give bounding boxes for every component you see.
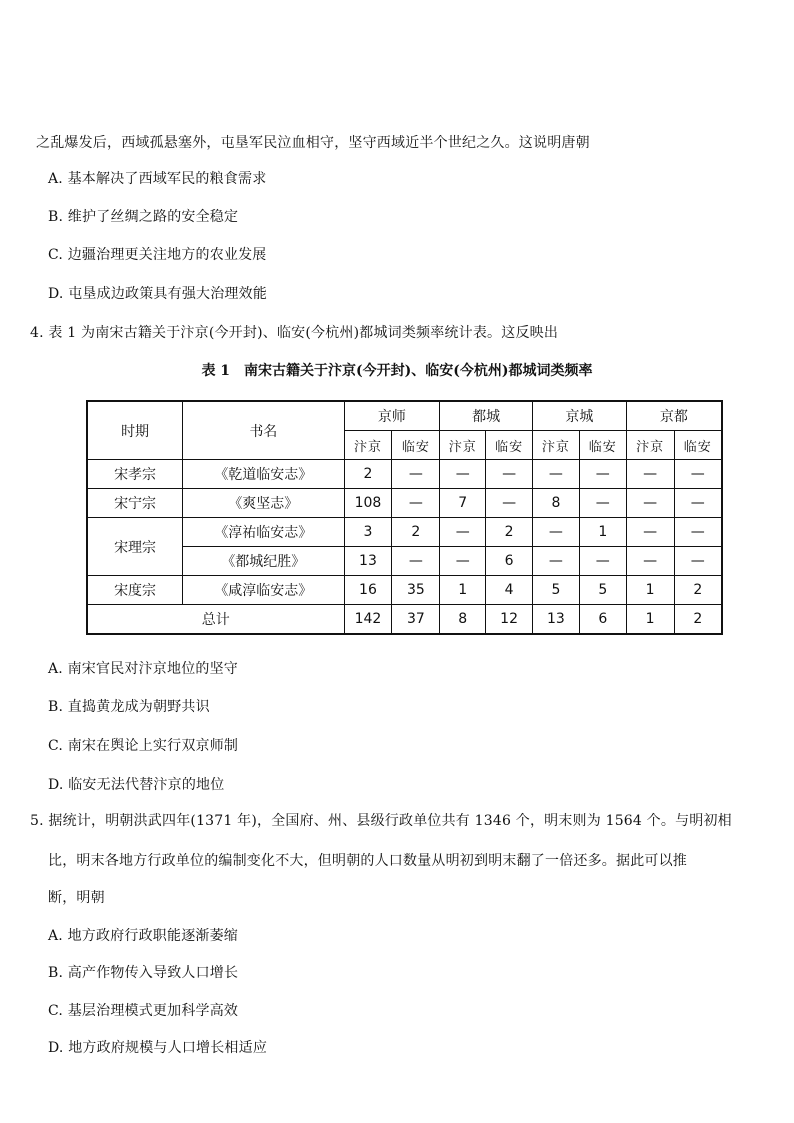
header-group: 京城 <box>533 401 627 431</box>
cell: — <box>486 489 533 518</box>
cell: — <box>533 547 580 576</box>
cell: — <box>440 547 486 576</box>
cell: — <box>674 547 722 576</box>
cell: — <box>440 460 486 489</box>
cell: 3 <box>344 518 392 547</box>
header-period: 时期 <box>87 401 183 460</box>
total-cell: 6 <box>579 605 626 635</box>
cell: 2 <box>486 518 533 547</box>
table-caption: 表 1 南宋古籍关于汴京(今开封)、临安(今杭州)都城词类频率 <box>201 363 593 379</box>
total-cell: 142 <box>344 605 392 635</box>
row-book: 《爽坚志》 <box>183 489 344 518</box>
q4-option-c: C. 南宋在舆论上实行双京师制 <box>48 738 239 754</box>
row-period: 宋孝宗 <box>87 460 183 489</box>
cell: — <box>392 489 440 518</box>
cell: 13 <box>344 547 392 576</box>
total-cell: 37 <box>392 605 440 635</box>
header-group: 京师 <box>344 401 440 431</box>
table-row <box>87 489 722 518</box>
cell: 5 <box>579 576 626 605</box>
q4-stem: 4. 表 1 为南宋古籍关于汴京(今开封)、临安(今杭州)都城词类频率统计表。这反映出 <box>30 325 559 341</box>
q5-option-d: D. 地方政府规模与人口增长相适应 <box>48 1040 268 1056</box>
row-period: 宋理宗 <box>87 518 183 576</box>
cell: — <box>392 547 440 576</box>
cell: 2 <box>674 576 722 605</box>
total-cell: 8 <box>440 605 486 635</box>
row-book: 《都城纪胜》 <box>183 547 344 576</box>
q5-option-a: A. 地方政府行政职能逐渐萎缩 <box>48 928 239 944</box>
cell: — <box>626 518 674 547</box>
q3-stem-tail: 之乱爆发后，西域孤悬塞外，屯垦军民泣血相守，坚守西域近半个世纪之久。这说明唐朝 <box>36 135 590 151</box>
cell: — <box>579 460 626 489</box>
cell: — <box>674 460 722 489</box>
table-header-row <box>87 401 722 431</box>
cell: — <box>486 460 533 489</box>
row-period: 宋度宗 <box>87 576 183 605</box>
cell: 1 <box>579 518 626 547</box>
header-group: 都城 <box>440 401 533 431</box>
q5-option-c: C. 基层治理模式更加科学高效 <box>48 1003 239 1019</box>
cell: 35 <box>392 576 440 605</box>
subheader-bianjing: 汴京 <box>626 431 674 460</box>
row-book: 《咸淳临安志》 <box>183 576 344 605</box>
q5-stem-line: 5. 据统计，明朝洪武四年(1371 年)，全国府、州、县级行政单位共有 1346 个，明末则为 1564 个。与明初相 <box>30 813 732 829</box>
table-row <box>87 547 722 576</box>
q3-option-d: D. 屯垦成边政策具有强大治理效能 <box>48 286 268 302</box>
cell: 8 <box>533 489 580 518</box>
q5-stem-line: 断，明朝 <box>48 890 105 906</box>
frequency-table <box>86 400 723 635</box>
cell: — <box>579 547 626 576</box>
total-cell: 12 <box>486 605 533 635</box>
cell: 2 <box>344 460 392 489</box>
cell: — <box>626 489 674 518</box>
row-book: 《乾道临安志》 <box>183 460 344 489</box>
cell: 7 <box>440 489 486 518</box>
total-label: 总计 <box>87 605 344 635</box>
q3-option-a: A. 基本解决了西域军民的粮食需求 <box>48 171 267 187</box>
table-row <box>87 460 722 489</box>
cell: — <box>440 518 486 547</box>
cell: 6 <box>486 547 533 576</box>
q5-option-b: B. 高产作物传入导致人口增长 <box>48 965 239 981</box>
total-cell: 13 <box>533 605 580 635</box>
cell: 5 <box>533 576 580 605</box>
subheader-bianjing: 汴京 <box>440 431 486 460</box>
table-row <box>87 576 722 605</box>
subheader-bianjing: 汴京 <box>533 431 580 460</box>
subheader-linan: 临安 <box>674 431 722 460</box>
cell: 4 <box>486 576 533 605</box>
q3-option-c: C. 边疆治理更关注地方的农业发展 <box>48 247 267 263</box>
cell: — <box>392 460 440 489</box>
subheader-linan: 临安 <box>579 431 626 460</box>
cell: — <box>533 518 580 547</box>
cell: 1 <box>440 576 486 605</box>
table-total-row <box>87 605 722 635</box>
q4-option-b: B. 直捣黄龙成为朝野共识 <box>48 699 210 715</box>
cell: 2 <box>392 518 440 547</box>
header-group: 京都 <box>626 401 722 431</box>
cell: — <box>674 518 722 547</box>
subheader-bianjing: 汴京 <box>344 431 392 460</box>
cell: — <box>579 489 626 518</box>
subheader-linan: 临安 <box>392 431 440 460</box>
row-book: 《淳祐临安志》 <box>183 518 344 547</box>
cell: — <box>626 547 674 576</box>
header-book: 书名 <box>183 401 344 460</box>
q4-option-d: D. 临安无法代替汴京的地位 <box>48 777 225 793</box>
total-cell: 1 <box>626 605 674 635</box>
q3-option-b: B. 维护了丝绸之路的安全稳定 <box>48 209 239 225</box>
cell: 16 <box>344 576 392 605</box>
total-cell: 2 <box>674 605 722 635</box>
cell: 108 <box>344 489 392 518</box>
cell: — <box>626 460 674 489</box>
cell: 1 <box>626 576 674 605</box>
cell: — <box>674 489 722 518</box>
row-period: 宋宁宗 <box>87 489 183 518</box>
cell: — <box>533 460 580 489</box>
q4-option-a: A. 南宋官民对汴京地位的坚守 <box>48 661 239 677</box>
subheader-linan: 临安 <box>486 431 533 460</box>
table-row <box>87 518 722 547</box>
q5-stem-line: 比，明末各地方行政单位的编制变化不大，但明朝的人口数量从明初到明末翻了一倍还多。据此可以推 <box>48 853 687 869</box>
